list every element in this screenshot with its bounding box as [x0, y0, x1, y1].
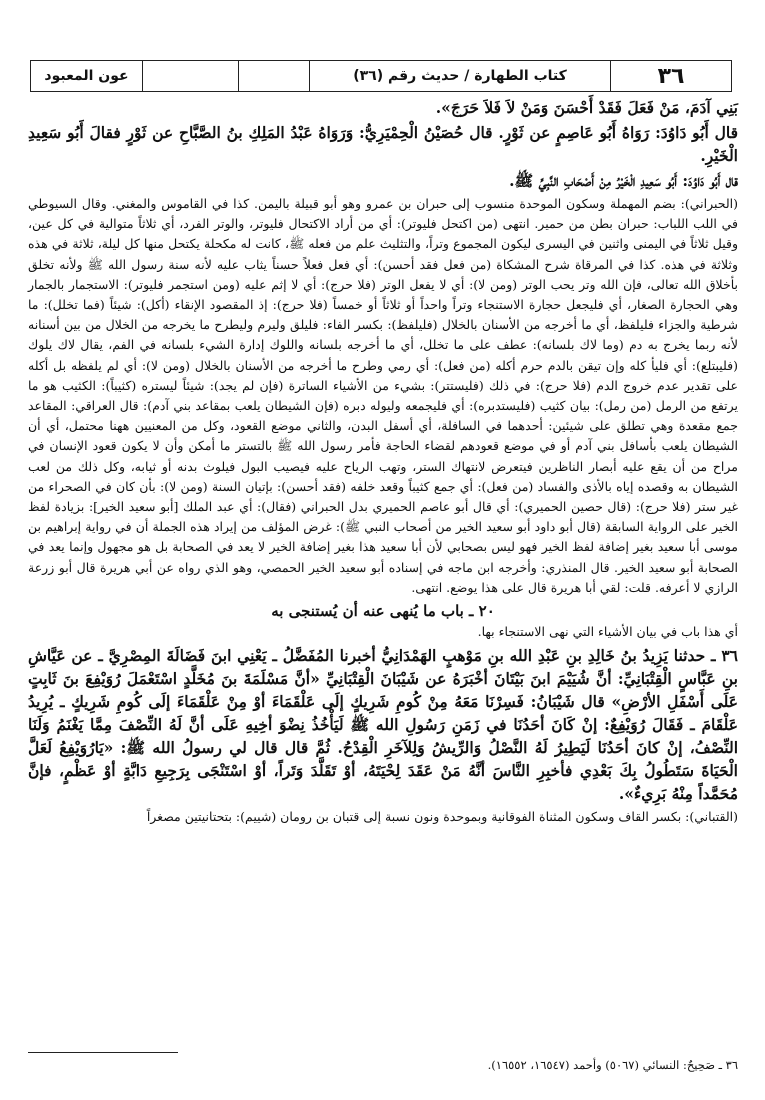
header-empty-cell [238, 61, 309, 91]
hadith-line: قال أَبُو دَاوُدَ: أَبُو سَعِيدِ الْخَيْرُ مِنْ أَصْحَابِ النَّبِيِّ ﷺ. [509, 171, 738, 190]
header-empty-cell [142, 61, 238, 91]
hadith-main: ٣٦ ـ حدثنا يَزِيدُ بنُ خَالِدِ بنِ عَبْدِ الله بنِ مَوْهبٍ الهَمْدَانِيُّ أخبرنا المُفَضَّلُ ـ يَعْنِي ابنَ فَضَالَةَ المِصْرِيَّ ـ عن عَيَّاشِ بنِ عَبَّاسٍ الْقِتْبَانِيِّ: أنَّ شُيَيْمَ ابنَ بَيْتَانَ أخْبَرَهُ عن شَيْبَانَ الْقِتْبَانِيِّ «أنَّ مَسْلَمَةَ بنَ مُخَلَّدٍ اسْتَعْمَلَ رُوَيْفِعَ بنَ ثَابِتٍ عَلَى أَسْفَلِ الأرْضِ» قال شَيْبَانُ: فَسِرْنَا مَعَهُ مِنْ كُومِ شَرِيكٍ إلَى عَلْقَمَاءَ أوْ مِنْ عَلْقَمَاءَ إلَى كُومِ شَرِيكٍ ـ يُرِيدُ عَلْقَامَ ـ فَقَالَ رُوَيْفِعٌ: إنْ كَانَ أحَدُنَا في زَمَنِ رَسُولِ الله ﷺ لَيَأْخُذُ نِضْوَ أخِيهِ عَلَى أنَّ لَهُ النِّصْفَ مِمَّا يَغْنَمُ وَلَنَا النِّصْفُ، إنْ كانَ أحَدُنَا لَيَطِيرُ لَهُ النَّصْلُ وَالرِّيشُ وَلِلآخَرِ الْقِدْحُ. ثُمَّ قال قال لي رسولُ الله ﷺ: «يَارُوَيْفِعُ لَعَلَّ الْحَيَاةَ سَتَطُولُ بِكَ بَعْدِي فأخبِرِ النَّاسَ أنَّهُ مَنْ عَقَدَ لِحْيَتَهُ، أوْ تَقَلَّدَ وَتَراً، أوْ اسْتَنْجَى بِرَجِيعِ دَابَّةٍ أوْ عَظْمٍ، فإنَّ مُحَمَّداً مِنْهُ بَرِيءٌ». [28, 646, 738, 804]
commentary-paragraph: (الحبراني): بضم المهملة وسكون الموحدة منسوب إلى حبران بن عمرو وهو أبو قبيلة باليمن. كذا في القاموس والمغني. وقال السيوطي في اللب اللباب: حبران بطن من حمير. انتهى (من اكتحل فليوتر): أي من أراد الاكتحال فليوتر، والوتر الفرد، أي ثلاثاً متوالية في كل عين، وقيل ثلاثاً في اليمنى واثنين في اليسرى ليكون المجموع وتراً، والتثليث علم من فعله ﷺ، كانت له مكحلة يكتحل منها كل ليلة، ثلاثة في هذه وثلاثة في هذه. كذا في المرقاة شرح المشكاة (من فعل فقد أحسن): أي فعل فعلاً حسناً يثاب عليه لأنه سنة رسول الله ﷺ ولأنه تخلق بأخلاق الله تعالى، فإن الله وتر يحب الوتر (ومن لا): أي لا يفعل الوتر (فلا حرج): أي لا إثم عليه (ومن استجمر فليوتر): الاستجمار بالجمار وهي الحجارة الصغار، أي فليجعل حجارة الاستنجاء وتراً واحداً أو ثلاثاً أو خمساً (فلا حرج): إذ المقصود الإنقاء (أكل): شيئاً (فما تخلل): ما شرطية والجزاء فليلفظ، أي ما أخرجه من الأسنان بالخلال (فليلفظ): بكسر الفاء: فليلق وليرم وليطرح ما يخرجه من الخلال من بين أسنانه لأنه ربما يخرج به دم (وما لاك بلسانه): عطف على ما تخلل، أي ما أخرجه بلسانه واللوك إدارة الشيء بلسانه في الفم، يقال لاك يلوك (فليبتلع): أي فليأ كله وإن تيقن بالدم حرم أكله (من فعل): أي رمي وطرح ما أخرجه من الأسنان بالخلال (ومن لا): أي لم يلفظه بل أكله على تقدير عدم خروج الدم (فلا حرج): في ذلك (فليستتر): بشيء من الأشياء الساترة (فإن لم يجد): شيئاً ليستره (كثيباً): الكثيب هو ما يرتفع من الرمل (من رمل): بيان كثيب (فليستدبره): أي فليجمعه وليوله دبره (فإن الشيطان يلعب بمقاعد بني آدم): قال العراقي: المقاعد جمع مقعدة وهي تطلق على شيئين: أحدهما في السافلة، أي أسفل البدن، والثاني موضع القعود، وكل من المعنيين ههنا محتمل، أي أن الشيطان يلعب بأسافل بني آدم أو في موضع قعودهم لقضاء الحاجة فأمر رسول الله ﷺ بالتستر ما أمكن وأن لا يكون قعود الإنسان في مراح من أن يقع عليه أبصار الناظرين فيتعرض لانتهاك الستر، وتهب الرياح عليه فيصيب البول فيلوث بدنه أو ثيابه، وكل ذلك من لعب الشيطان به وقصده إياه بالأذى والفساد (من فعل): أي جمع كثيباً وقعد خلفه (فقد أحسن): بإتيان السنة (ومن لا): بأن كان في الصحراء من غير ستر (فلا حرج): (قال حصين الحميري): أي قال أبو عاصم الحميري بدل الحبراني (فقال): أي عبد الملك [أبو سعيد الخير]: بزيادة لفظ الخير على الرواية السابقة (قال أبو داود أبو سعيد الخير من أصحاب النبي ﷺ): غرض المؤلف من إيراد هذه الجملة أن في رواية إبراهيم بن موسى أبا سعيد بغير إضافة لفظ الخير فهو ليس بصحابي لأن أبا سعيد هذا بغير إضافة الخير لا يعد في الصحابة بل هو مجهول وإنما يعد في الصحابة أبو سعيد الخير. قال المنذري: وأخرجه ابن ماجه في إسناده أبو سعيد الخير الحمصي، وهو الذي رواه عن أبي هريرة قال أبو زرعة الرازي لا أعرفه. قلت: لقي أبا هريرة قال على هذا يوضع. انتهى. [28, 196, 738, 595]
footnote-divider [28, 1052, 178, 1053]
page-header [30, 60, 732, 92]
book-name: عون المعبود [44, 68, 129, 84]
hadith-line: بَنِي آدَمَ، مَنْ فَعَلَ فَقَدْ أَحْسَنَ وَمَنْ لاَ فَلاَ حَرَجَ». [435, 98, 738, 117]
chapter-subtitle: أي هذا باب في بيان الأشياء التي نهى الاستنجاء بها. [477, 624, 738, 640]
hadith-line: قال أَبُو دَاوُدَ: رَوَاهُ أَبُو عَاصِمٍ عن ثَوْرٍ. قال حُصَيْنُ الْحِمْيَرِيُّ: وَرَوَاهُ عَبْدُ المَلِكِ بنُ الصَّبَّاحِ عن ثَوْرٍ فقالَ أَبُو سَعِيدِ الْخَيْرِ. [28, 123, 738, 165]
commentary-bottom: (القتباني): بكسر القاف وسكون المثناة الفوقانية وبموحدة ونون نسبة إلى قتبان بن رومان (شييم): بتحتانيتين مصغراً [146, 809, 738, 825]
page-number: ٣٦ [610, 61, 731, 91]
footnote: ٣٦ ـ صَحِيحٌ: النسائي (٥٠٦٧) وأحمد (١٦٥٤٧، ١٦٥٥٢). [487, 1058, 738, 1072]
main-text [28, 96, 738, 829]
chapter-title: ٢٠ ـ باب ما يُنهى عنه أن يُستنجى به [271, 602, 495, 621]
running-title: كتاب الطهارة / حديث رقم (٣٦) [309, 61, 610, 91]
